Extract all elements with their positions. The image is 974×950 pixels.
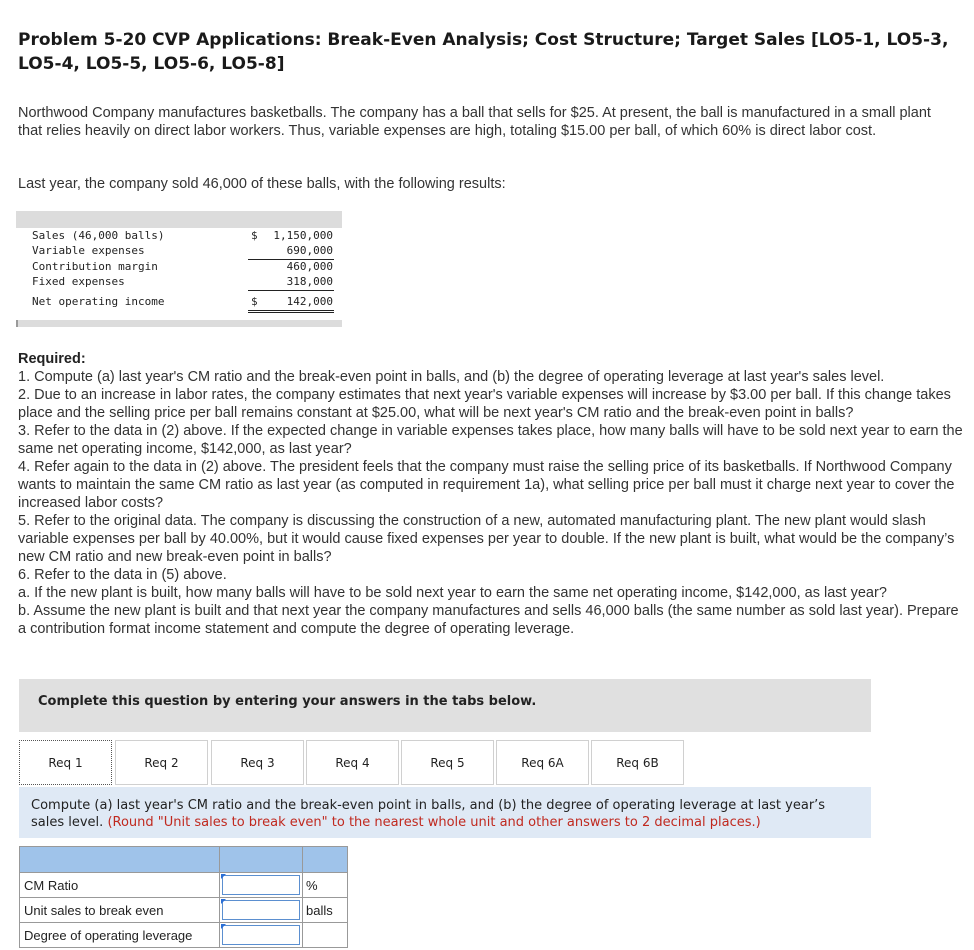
rounding-note: (Round "Unit sales to break even" to the nearest whole unit and other answers to 2 decimal places.) — [107, 815, 761, 830]
table-row — [20, 873, 348, 898]
statement-label: Fixed expenses — [32, 275, 125, 288]
requirement-item: a. If the new plant is built, how many balls will have to be sold next year to earn the same net operating income, $142,000, as last year? — [18, 585, 887, 601]
last-year-text: Last year, the company sold 46,000 of these balls, with the following results: — [18, 176, 506, 192]
statement-amount: 318,000 — [286, 275, 333, 288]
statement-amount: 460,000 — [286, 260, 333, 273]
statement-label: Net operating income — [32, 295, 165, 308]
requirement-item: 2. Due to an increase in labor rates, the company estimates that next year's variable expenses will increase by $3.00 per ball. If this change takes place and the selling price per ball remains constant at $25.00, what will be next year's CM ratio and the break-even point in balls? — [18, 387, 951, 421]
table-row — [20, 898, 348, 923]
row-label: CM Ratio — [20, 873, 220, 898]
tab-instruction — [19, 787, 871, 838]
requirement-item: 1. Compute (a) last year's CM ratio and the break-even point in balls, and (b) the degree of operating leverage at last year's sales level. — [18, 369, 885, 385]
statement-amount: 1,150,000 — [273, 229, 333, 242]
answer-table-header — [20, 847, 348, 873]
requirement-item: b. Assume the new plant is built and that next year the company manufactures and sells 46,000 balls (the same number as sold last year). Prepare a contribution format income statement and compute the degree of operating leverage. — [18, 603, 959, 637]
requirement-item: 4. Refer again to the data in (2) above. The president feels that the company must raise the selling price of its basketballs. If Northwood Company wants to maintain the same CM ratio as last year (as computed in requirement 1a), what selling price per ball must it charge next year to cover the increased labor costs? — [18, 459, 955, 511]
row-unit — [303, 923, 348, 948]
statement-amount: 690,000 — [286, 244, 333, 257]
tab-req-3[interactable]: Req 3 — [211, 740, 304, 785]
instructions-banner — [19, 679, 871, 732]
statement-label: Variable expenses — [32, 244, 145, 257]
operating-leverage-input[interactable] — [222, 925, 300, 945]
total-rule — [248, 310, 334, 311]
tab-req-5[interactable]: Req 5 — [401, 740, 494, 785]
statement-label: Sales (46,000 balls) — [32, 229, 165, 242]
currency-symbol: $ — [251, 295, 258, 308]
subtotal-rule — [248, 290, 334, 291]
statement-amount: 142,000 — [286, 295, 333, 308]
requirement-item: 6. Refer to the data in (5) above. — [18, 567, 227, 583]
tab-req-6a[interactable]: Req 6A — [496, 740, 589, 785]
income-statement-footer — [16, 320, 342, 327]
table-row — [20, 923, 348, 948]
statement-label: Contribution margin — [32, 260, 158, 273]
instruction-text: Compute (a) last year's CM ratio and the break-even point in balls, and (b) the degree of operating leverage at last year’s sales level. — [31, 798, 826, 830]
tab-req-2[interactable]: Req 2 — [115, 740, 208, 785]
problem-title: Problem 5-20 CVP Applications: Break-Even Analysis; Cost Structure; Target Sales [LO5-1, LO5-3, LO5-4, LO5-5, LO5-6, LO5-8] — [18, 30, 949, 74]
tab-req-1[interactable]: Req 1 — [19, 740, 112, 785]
answer-table — [19, 846, 348, 948]
row-label: Degree of operating leverage — [20, 923, 220, 948]
flag-icon — [221, 874, 226, 879]
tab-req-6b[interactable]: Req 6B — [591, 740, 684, 785]
flag-icon — [221, 899, 226, 904]
required-heading: Required: — [18, 351, 86, 367]
income-statement-header — [16, 211, 342, 228]
required-section — [18, 350, 968, 638]
currency-symbol: $ — [251, 229, 258, 242]
tab-req-4[interactable]: Req 4 — [306, 740, 399, 785]
requirement-item: 3. Refer to the data in (2) above. If the expected change in variable expenses takes place, how many balls will have to be sold next year to earn the same net operating income, $142,000, as last year? — [18, 423, 963, 457]
requirement-tabs — [19, 740, 871, 787]
break-even-units-input[interactable] — [222, 900, 300, 920]
problem-intro: Northwood Company manufactures basketballs. The company has a ball that sells for $25. At present, the ball is manufactured in a small plant that relies heavily on direct labor workers. Thus, variable expenses are high, totaling $15.00 per ball, of which 60% is direct labor cost. — [18, 105, 931, 139]
flag-icon — [221, 924, 226, 929]
row-unit: % — [303, 873, 348, 898]
requirement-item: 5. Refer to the original data. The company is discussing the construction of a new, automated manufacturing plant. The new plant would slash variable expenses per ball by 40.00%, but it would cause fixed expenses per year to double. If the new plant is built, what would be the company’s new CM ratio and new break-even point in balls? — [18, 513, 955, 565]
row-label: Unit sales to break even — [20, 898, 220, 923]
total-rule — [248, 312, 334, 313]
banner-text: Complete this question by entering your answers in the tabs below. — [38, 694, 537, 709]
cm-ratio-input[interactable] — [222, 875, 300, 895]
row-unit: balls — [303, 898, 348, 923]
